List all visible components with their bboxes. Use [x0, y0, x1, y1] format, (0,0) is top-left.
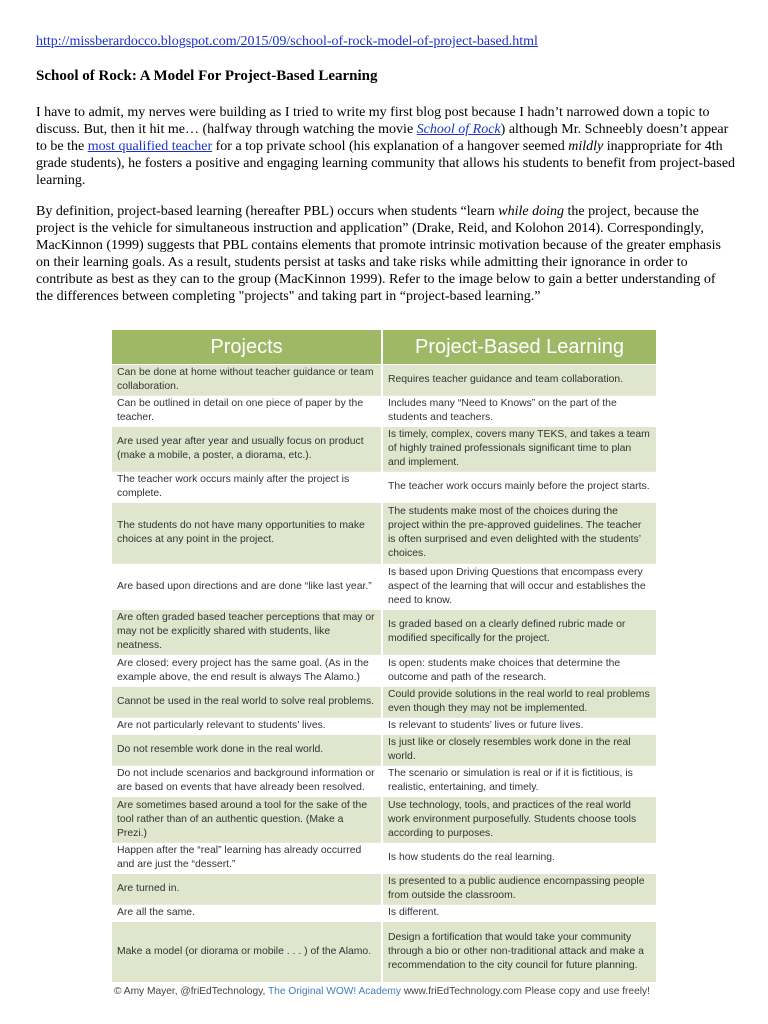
comparison-table: [112, 330, 656, 982]
school-of-rock-link[interactable]: School of Rock: [416, 122, 501, 137]
table-row: [112, 905, 656, 922]
emphasis-text: mildly: [568, 139, 604, 154]
pbl-column-header: Project-Based Learning: [382, 330, 656, 365]
pbl-cell: Could provide solutions in the real world to real problems even though they may not be implemented.: [382, 687, 656, 718]
projects-cell: Make a model (or diorama or mobile . . . ) of the Alamo.: [112, 922, 382, 982]
paragraph-text: the project, because the project is the vehicle for simultaneous instruction and application” (Drake, Reid, and Kolohon 2014). Correspondingly, MacKinnon (1999) suggests that PBL contains elements that promote intrinsic motivation because of the greater emphasis on their learning goals. As a result, students persist at tasks and take risks while admitting their ignorance in order to contribute as best as they can to the group (MacKinnon 1999). Refer to the image below to gain a better understanding of the differences between completing "projects" and taking part in “project-based learning.”: [36, 204, 721, 304]
table-row: [112, 396, 656, 427]
pbl-cell: Is graded based on a clearly defined rubric made or modified specifically for the project.: [382, 610, 656, 655]
paragraph-text: ) although Mr. Schneebly doesn’t appear to be the: [36, 122, 729, 154]
page-title: School of Rock: A Model For Project-Based Learning: [36, 68, 378, 84]
projects-cell: Are all the same.: [112, 905, 382, 922]
definition-paragraph: [36, 203, 736, 305]
projects-cell: Happen after the “real” learning has already occurred and are just the “dessert.”: [112, 843, 382, 874]
credit-text: © Amy Mayer, @friEdTechnology,: [114, 985, 268, 997]
pbl-cell: Includes many “Need to Knows” on the part of the students and teachers.: [382, 396, 656, 427]
projects-cell: Do not include scenarios and background information or are based on events that have already been resolved.: [112, 766, 382, 797]
credit-academy: The Original WOW! Academy: [267, 985, 401, 997]
table-row: [112, 718, 656, 735]
projects-vs-pbl-figure: [112, 330, 656, 997]
pbl-cell: Is based upon Driving Questions that encompass every aspect of the learning that will occur and establishes the need to know.: [382, 564, 656, 610]
projects-cell: Cannot be used in the real world to solve real problems.: [112, 687, 382, 718]
paragraph-text: inappropriate for 4th grade students), he fosters a positive and engaging learning community that allows his students to benefit from project-based learning.: [36, 139, 736, 188]
projects-cell: Are often graded based teacher perceptions that may or may not be explicitly shared with students, like neatness.: [112, 610, 382, 655]
projects-cell: Are used year after year and usually focus on product (make a mobile, a poster, a diorama, etc.).: [112, 427, 382, 472]
projects-cell: The teacher work occurs mainly after the project is complete.: [112, 472, 382, 503]
pbl-cell: The teacher work occurs mainly before the project starts.: [382, 472, 656, 503]
pbl-cell: The scenario or simulation is real or if it is fictitious, is realistic, entertaining, and timely.: [382, 766, 656, 797]
table-row: [112, 655, 656, 687]
projects-cell: Do not resemble work done in the real world.: [112, 735, 382, 766]
table-row: [112, 766, 656, 797]
table-row: [112, 735, 656, 766]
pbl-cell: Is how students do the real learning.: [382, 843, 656, 874]
intro-paragraph: [36, 104, 736, 189]
projects-cell: Are based upon directions and are done “like last year.”: [112, 564, 382, 610]
table-row: [112, 472, 656, 503]
pbl-cell: Design a fortification that would take your community through a bio or other non-traditional attack and make a recommendation to the city council for future planning.: [382, 922, 656, 982]
pbl-cell: Is open: students make choices that determine the outcome and path of the research.: [382, 655, 656, 687]
image-credit: [112, 986, 656, 997]
pbl-cell: Is presented to a public audience encompassing people from outside the classroom.: [382, 874, 656, 905]
pbl-cell: Requires teacher guidance and team collaboration.: [382, 365, 656, 396]
table-row: [112, 503, 656, 564]
paragraph-text: By definition, project-based learning (hereafter PBL) occurs when students “learn: [36, 204, 499, 219]
table-header-row: [112, 330, 656, 365]
credit-text: www.friEdTechnology.com Please copy and use freely!: [400, 985, 650, 997]
table-row: [112, 874, 656, 905]
table-row: [112, 687, 656, 718]
source-url[interactable]: http://missberardocco.blogspot.com/2015/09/school-of-rock-model-of-project-based.html: [36, 34, 538, 49]
table-row: [112, 365, 656, 396]
pbl-cell: Is timely, complex, covers many TEKS, and takes a team of highly trained professionals significant time to plan and implement.: [382, 427, 656, 472]
table-row: [112, 922, 656, 982]
most-qualified-teacher-link[interactable]: most qualified teacher: [87, 139, 213, 154]
paragraph-text: for a top private school (his explanation of a hangover seemed: [212, 139, 569, 154]
table-row: [112, 843, 656, 874]
table-row: [112, 564, 656, 610]
emphasis-text: while doing: [498, 204, 564, 219]
projects-cell: Are turned in.: [112, 874, 382, 905]
projects-cell: Can be done at home without teacher guidance or team collaboration.: [112, 365, 382, 396]
pbl-cell: Is different.: [382, 905, 656, 922]
projects-cell: Are sometimes based around a tool for the sake of the tool rather than of an authentic question. (Make a Prezi.): [112, 797, 382, 843]
table-row: [112, 797, 656, 843]
pbl-cell: Use technology, tools, and practices of the real world work environment purposefully. Students choose tools according to purposes.: [382, 797, 656, 843]
projects-column-header: Projects: [112, 330, 382, 365]
projects-cell: Are closed: every project has the same goal. (As in the example above, the end result is always The Alamo.): [112, 655, 382, 687]
pbl-cell: The students make most of the choices during the project within the pre-approved guidelines. The teacher is often surprised and even delighted with the students’ choices.: [382, 503, 656, 564]
projects-cell: Can be outlined in detail on one piece of paper by the teacher.: [112, 396, 382, 427]
pbl-cell: Is relevant to students’ lives or future lives.: [382, 718, 656, 735]
table-row: [112, 610, 656, 655]
table-row: [112, 427, 656, 472]
pbl-cell: Is just like or closely resembles work done in the real world.: [382, 735, 656, 766]
paragraph-text: I have to admit, my nerves were building as I tried to write my first blog post because I hadn’t narrowed down a topic to discuss. But, then it hit me… (halfway through watching the movie: [36, 105, 710, 137]
projects-cell: Are not particularly relevant to students’ lives.: [112, 718, 382, 735]
projects-cell: The students do not have many opportunities to make choices at any point in the project.: [112, 503, 382, 564]
